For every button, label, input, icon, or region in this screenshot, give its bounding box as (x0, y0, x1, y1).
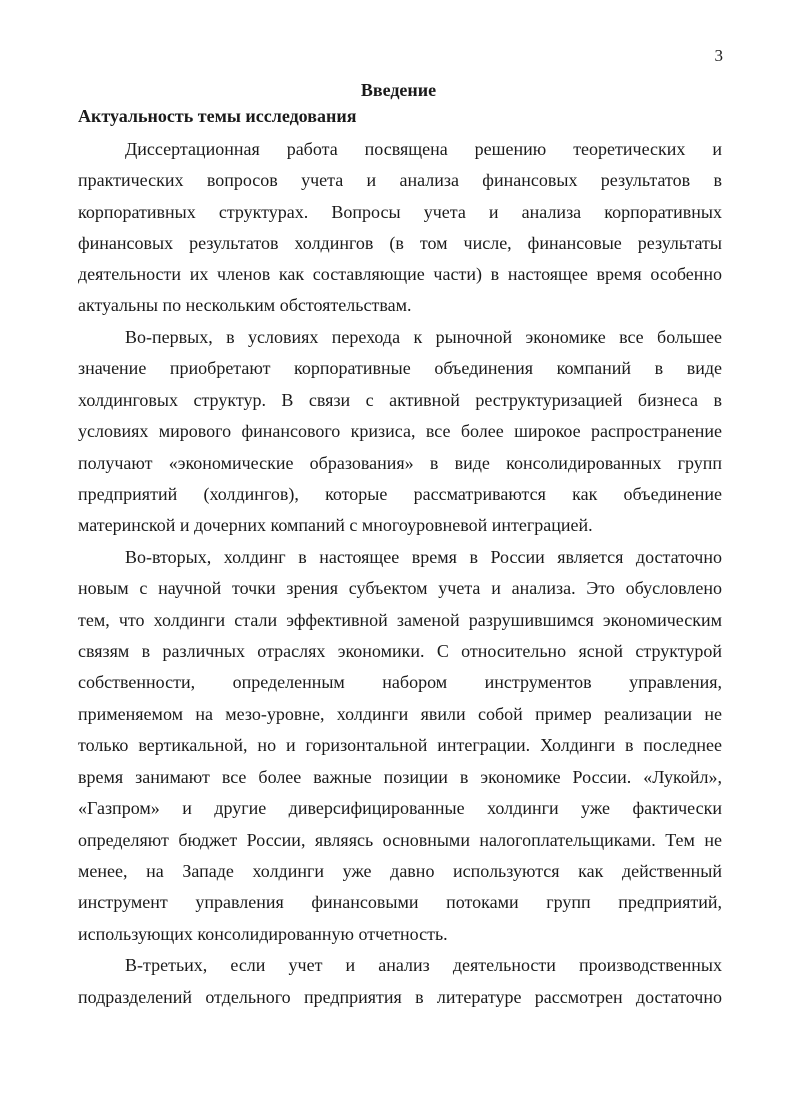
text-line: инструмент управления финансовыми потоками групп предприятий, (78, 892, 722, 912)
text-line: собственности, определенным набором инструментов управления, (78, 672, 722, 692)
section-subheading: Актуальность темы исследования (78, 106, 357, 126)
text-line: Во-первых, в условиях перехода к рыночной экономике все большее (125, 327, 722, 347)
text-line: В-третьих, если учет и анализ деятельности производственных (125, 955, 722, 975)
text-line: холдинговых структур. В связи с активной реструктуризацией бизнеса в (78, 390, 722, 410)
text-line: финансовых результатов холдингов (в том числе, финансовые результаты (78, 233, 722, 253)
text-line: актуальны по нескольким обстоятельствам. (78, 295, 412, 315)
text-line: корпоративных структурах. Вопросы учета и анализа корпоративных (78, 202, 722, 222)
text-line: новым с научной точки зрения субъектом учета и анализа. Это обусловлено (78, 578, 722, 598)
text-line: значение приобретают корпоративные объединения компаний в виде (78, 358, 722, 378)
text-line: деятельности их членов как составляющие части) в настоящее время особенно (78, 264, 722, 284)
text-line: практических вопросов учета и анализа финансовых результатов в (78, 170, 722, 190)
text-line: менее, на Западе холдинги уже давно используются как действенный (78, 861, 722, 881)
text-line: подразделений отдельного предприятия в литературе рассмотрен достаточно (78, 987, 722, 1007)
text-line: предприятий (холдингов), которые рассматриваются как объединение (78, 484, 722, 504)
page-title: Введение (360, 80, 437, 100)
text-line: «Газпром» и другие диверсифицированные холдинги уже фактически (78, 798, 722, 818)
text-line: определяют бюджет России, являясь основными налогоплательщиками. Тем не (78, 830, 722, 850)
text-line: использующих консолидированную отчетность. (78, 924, 448, 944)
text-line: только вертикальной, но и горизонтальной интеграции. Холдинги в последнее (78, 735, 722, 755)
text-line: условиях мирового финансового кризиса, все более широкое распространение (78, 421, 722, 441)
text-line: применяемом на мезо-уровне, холдинги явили собой пример реализации не (78, 704, 722, 724)
text-line: Во-вторых, холдинг в настоящее время в России является достаточно (125, 547, 722, 567)
text-line: тем, что холдинги стали эффективной заменой разрушившимся экономическим (78, 610, 722, 630)
text-line: материнской и дочерних компаний с многоуровневой интеграцией. (78, 515, 593, 535)
text-line: получают «экономические образования» в виде консолидированных групп (78, 453, 722, 473)
text-line: Диссертационная работа посвящена решению теоретических и (125, 139, 722, 159)
text-line: связям в различных отраслях экономики. С относительно ясной структурой (78, 641, 722, 661)
page-number: 3 (714, 46, 723, 65)
text-line: время занимают все более важные позиции в экономике России. «Лукойл», (78, 767, 722, 787)
